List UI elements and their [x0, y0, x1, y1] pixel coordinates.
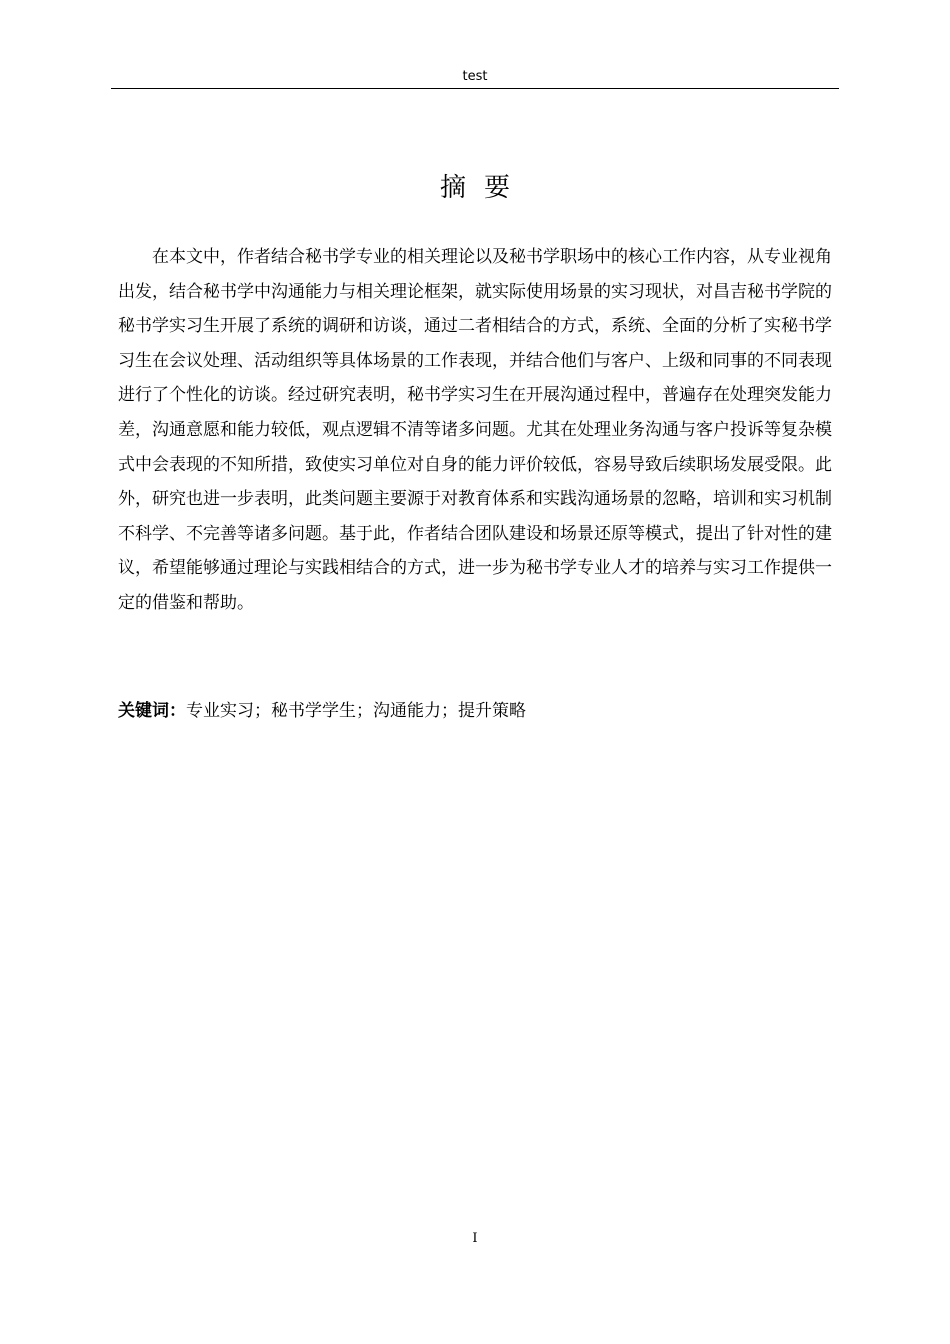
- abstract-body: 在本文中，作者结合秘书学专业的相关理论以及秘书学职场中的核心工作内容，从专业视角出发，结合秘书学中沟通能力与相关理论框架，就实际使用场景的实习现状，对昌吉秘书学院的秘书学实习生开展了系统的调研和访谈，通过二者相结合的方式，系统、全面的分析了实秘书学习生在会议处理、活动组织等具体场景的工作表现，并结合他们与客户、上级和同事的不同表现进行了个性化的访谈。经过研究表明，秘书学实习生在开展沟通过程中，普遍存在处理突发能力差，沟通意愿和能力较低，观点逻辑不清等诸多问题。尤其在处理业务沟通与客户投诉等复杂模式中会表现的不知所措，致使实习单位对自身的能力评价较低，容易导致后续职场发展受限。此外，研究也进一步表明，此类问题主要源于对教育体系和实践沟通场景的忽略，培训和实习机制不科学、不完善等诸多问题。基于此，作者结合团队建设和场景还原等模式，提出了针对性的建议，希望能够通过理论与实践相结合的方式，进一步为秘书学专业人才的培养与实习工作提供一定的借鉴和帮助。: [118, 247, 832, 613]
- running-header: test: [462, 69, 488, 84]
- page-number: I: [472, 1231, 478, 1246]
- header-rule: [111, 88, 839, 89]
- keywords-line: [118, 696, 832, 726]
- abstract-title: 摘要: [439, 173, 528, 203]
- keywords-value: 专业实习；秘书学学生；沟通能力；提升策略: [186, 701, 526, 721]
- keywords-label: 关键词：: [118, 701, 186, 721]
